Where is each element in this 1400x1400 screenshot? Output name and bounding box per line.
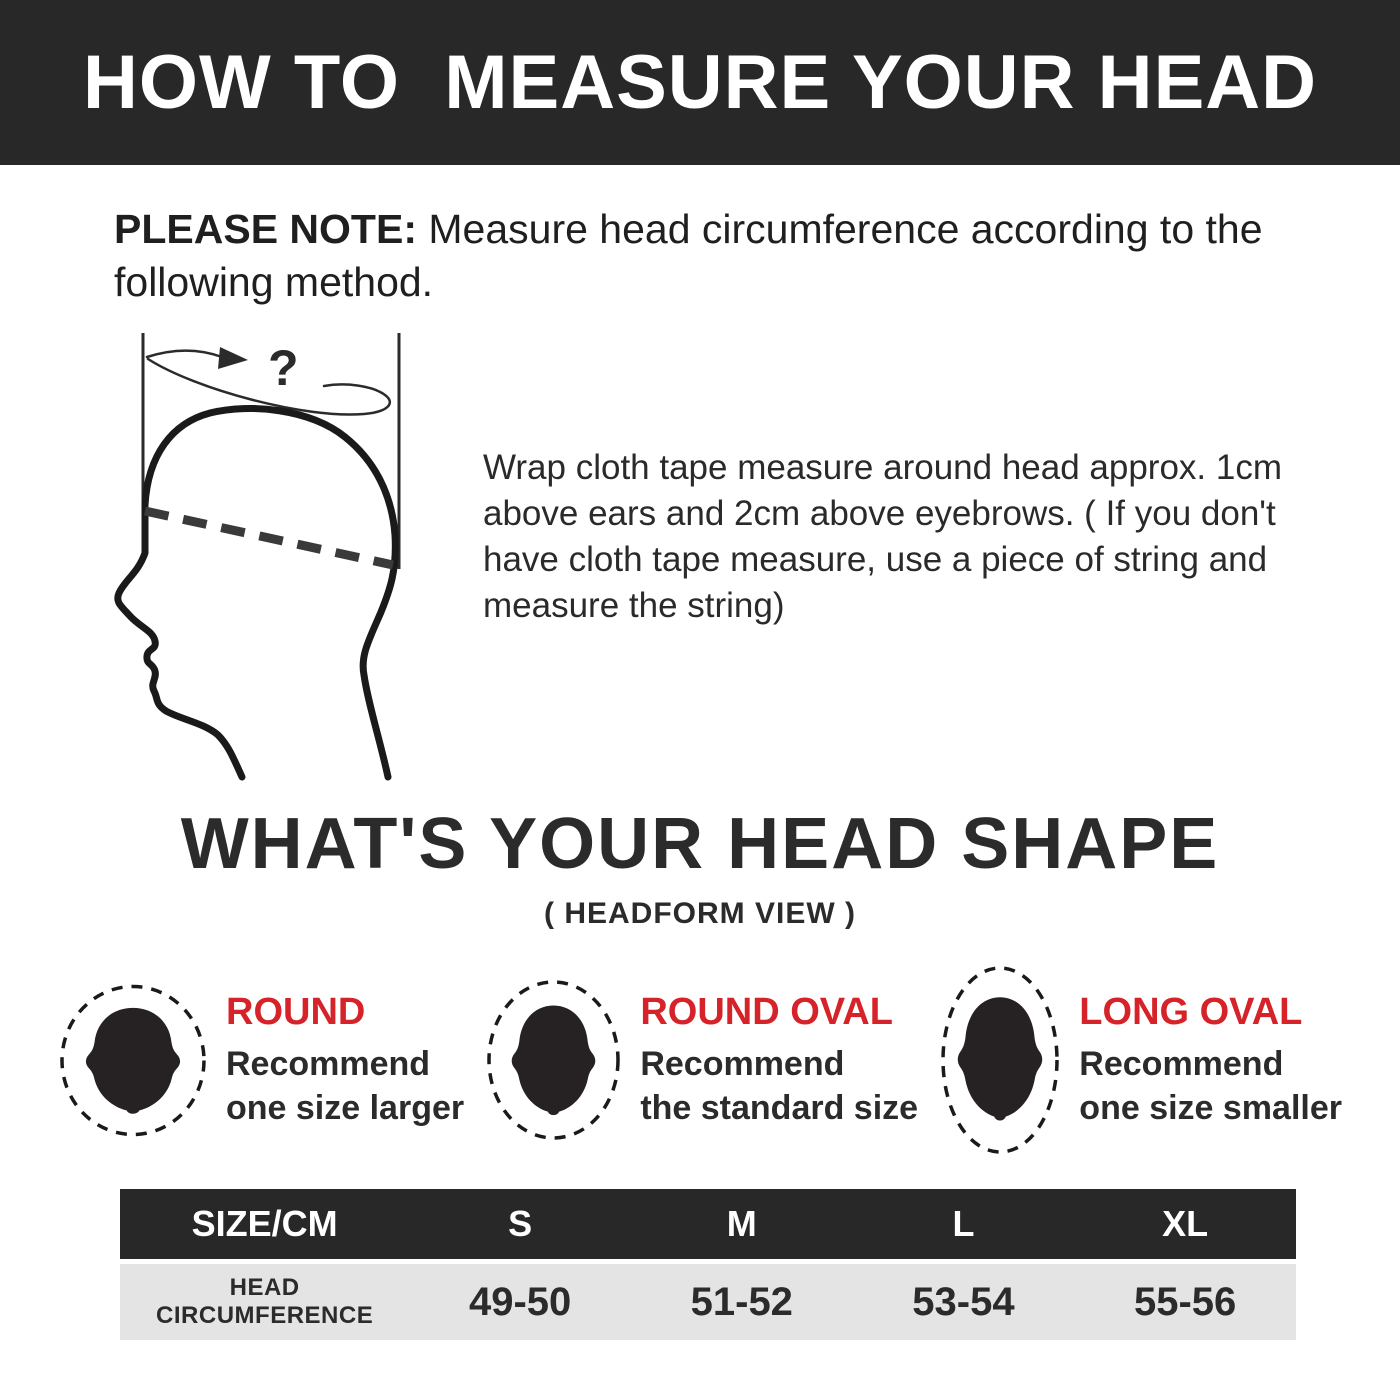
shape-name: ROUND OVAL (640, 990, 893, 1033)
head-shape-row (0, 953, 1400, 1167)
page-title: HOW TO MEASURE YOUR HEAD (82, 40, 1318, 125)
head-silhouette (86, 1007, 180, 1113)
round-oval-headform-icon (485, 978, 622, 1142)
tape-arrow-icon (218, 347, 248, 369)
size-table (120, 1189, 1296, 1340)
column-header-xl: XL (1162, 1203, 1209, 1244)
head-silhouette (512, 1006, 596, 1116)
shape-recommend-line2: the standard size (640, 1088, 919, 1127)
cell-value-l: 53-54 (912, 1279, 1015, 1324)
shape-recommend-line1: Recommend (1079, 1044, 1284, 1083)
head-silhouette (958, 997, 1042, 1120)
tape-loop-top-arc (147, 351, 222, 357)
head-shape-title: WHAT'S YOUR HEAD SHAPE (180, 804, 1220, 884)
note-label: PLEASE NOTE: (114, 206, 417, 252)
head-profile-with-measuring-tape-icon (100, 325, 410, 785)
shape-text-round (226, 991, 464, 1130)
cell-value-s: 49-50 (468, 1279, 572, 1324)
cell-value-xl: 55-56 (1133, 1279, 1237, 1324)
question-mark: ? (268, 340, 299, 396)
measure-instructions: Wrap cloth tape measure around head approx. 1cm above ears and 2cm above eyebrows. ( If you don't have cloth tape measure, use a piece of string and measure the string) (483, 448, 1282, 625)
shape-text-long-oval (1079, 991, 1342, 1130)
shape-item-long-oval (939, 964, 1342, 1156)
row-label: HEAD CIRCUMFERENCE (156, 1274, 374, 1329)
shape-recommend-line1: Recommend (640, 1044, 845, 1083)
column-header-s: S (508, 1203, 533, 1244)
note-section (114, 203, 1264, 309)
shape-text-round-oval (640, 991, 918, 1130)
shape-item-round-oval (485, 978, 918, 1142)
shape-recommend-line2: one size larger (226, 1088, 465, 1127)
column-header-l: L (952, 1203, 975, 1244)
shape-name: LONG OVAL (1079, 990, 1303, 1033)
note-text: Measure head circumference according to the following method. (114, 206, 1263, 305)
shape-item-round (58, 983, 464, 1138)
note-paragraph (114, 203, 1264, 309)
long-oval-headform-icon (939, 964, 1061, 1156)
shape-recommend-line2: one size smaller (1079, 1088, 1342, 1127)
column-header-size: SIZE/CM (191, 1203, 338, 1244)
cell-value-m: 51-52 (690, 1279, 793, 1324)
shape-name: ROUND (226, 990, 366, 1033)
round-headform-icon (58, 983, 208, 1138)
header-bar (0, 0, 1400, 165)
head-profile-outline (118, 408, 396, 777)
dashed-measure-line (145, 511, 393, 565)
shape-recommend-line1: Recommend (226, 1044, 431, 1083)
column-header-m: M (726, 1203, 757, 1244)
measure-section (0, 325, 1400, 785)
head-shape-subtitle: ( HEADFORM VIEW ) (544, 897, 856, 930)
table-header-row (120, 1189, 1296, 1259)
table-row (120, 1264, 1296, 1340)
